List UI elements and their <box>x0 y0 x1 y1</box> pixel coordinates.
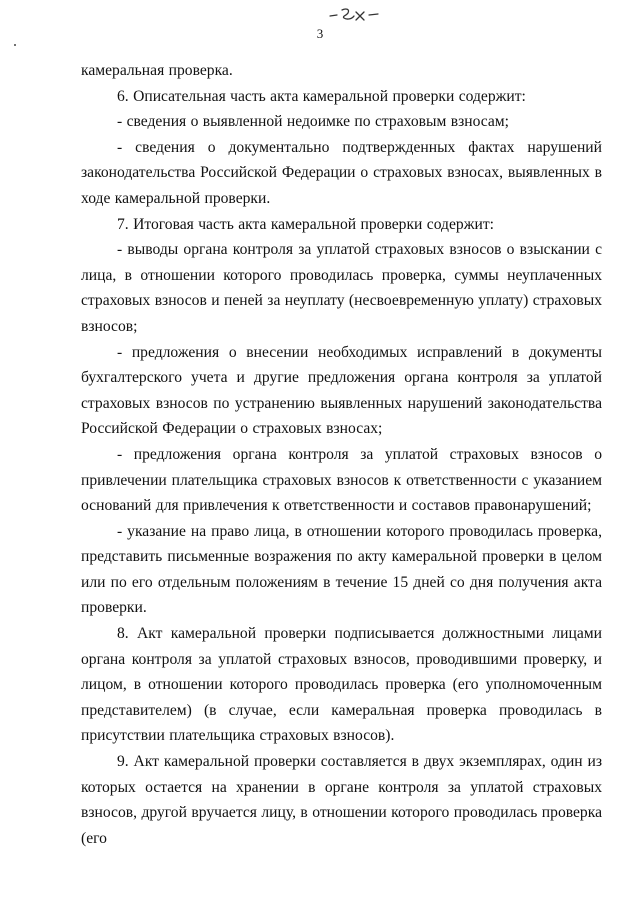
paragraph-item-violations: - сведения о документально подтвержденных фактах нарушений законодательства Российской Федерации о страховых взносах, выявленных в ходе камеральной проверки. <box>81 138 602 207</box>
document-body <box>81 58 602 851</box>
paragraph-item-arrears: - сведения о выявленной недоимке по страховым взносам; <box>117 113 510 131</box>
paragraph-item-objections: - указание на право лица, в отношении которого проводилась проверка, представить письменные возражения по акту камеральной проверки в целом или по его отдельным положениям в течение 15 дней со дня получения акта проверки. <box>81 522 602 617</box>
handwritten-page-mark <box>328 4 384 26</box>
paragraph-item-conclusions: - выводы органа контроля за уплатой страховых взносов о взыскании с лица, в отношении которого проводилась проверка, суммы неуплаченных страховых взносов и пеней за неуплату (несвоевременную уплату) страховых взносов; <box>81 241 602 335</box>
paragraph-item-corrections: - предложения о внесении необходимых исправлений в документы бухгалтерского учета и другие предложения органа контроля за уплатой страховых взносов по устранению выявленных нарушений законодательства Российской Федерации о страховых взносах; <box>81 343 602 438</box>
paragraph-continuation: камеральная проверка. <box>81 62 233 79</box>
paragraph-section-6-heading: 6. Описательная часть акта камеральной проверки содержит: <box>117 87 526 105</box>
paragraph-section-8: 8. Акт камеральной проверки подписывается должностными лицами органа контроля за уплатой страховых взносов, проводившими проверку, и лицом, в отношении которого проводилась проверка (его уполномоченным представителем) (в случае, если камеральная проверка проводилась в присутствии плательщика страховых взносов). <box>81 625 602 745</box>
paragraph-section-9: 9. Акт камеральной проверки составляется в двух экземплярах, один из которых остается на хранении в органе контроля за уплатой страховых взносов, другой вручается лицу, в отношении которого проводилась проверка (его <box>81 753 602 847</box>
paragraph-item-liability: - предложения органа контроля за уплатой страховых взносов о привлечении плательщика страховых взносов к ответственности с указанием оснований для привлечения к ответственности и составов правонарушений; <box>81 445 602 515</box>
paragraph-section-7-heading: 7. Итоговая часть акта камеральной проверки содержит: <box>117 215 494 233</box>
page-number: 3 <box>316 26 324 41</box>
scan-speck <box>14 44 16 46</box>
